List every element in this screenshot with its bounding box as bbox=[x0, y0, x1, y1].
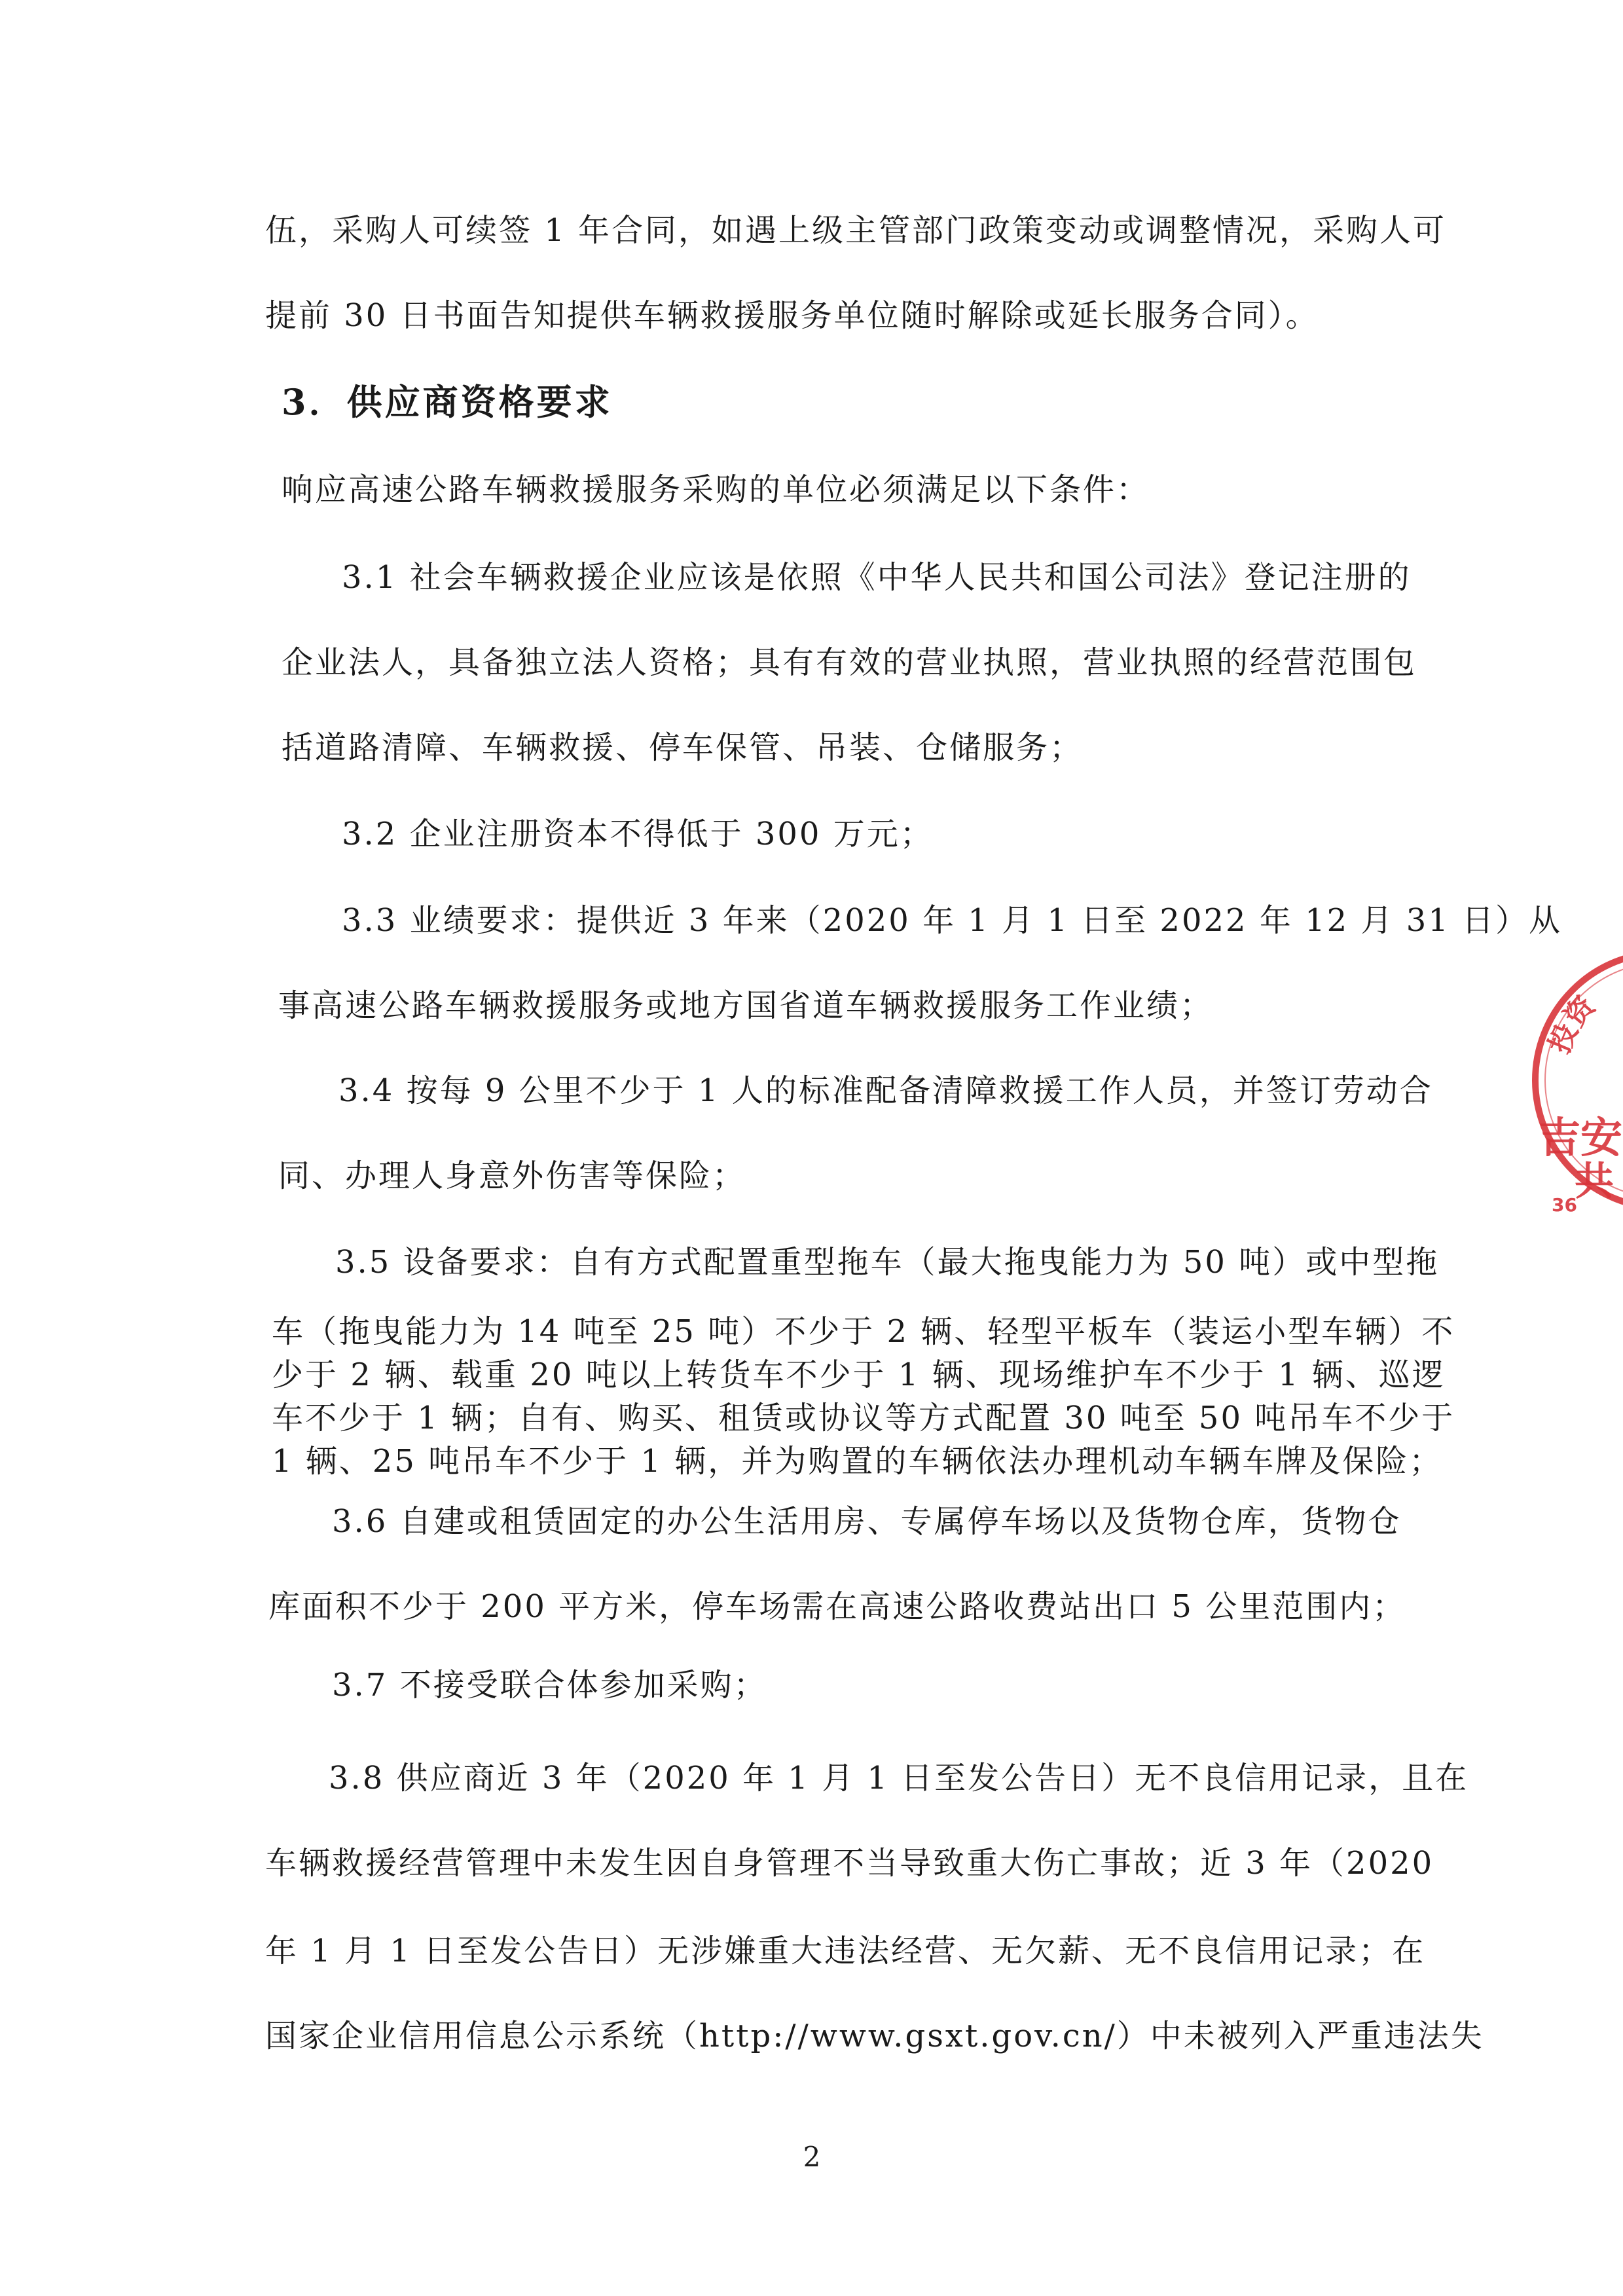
section-heading: 3．供应商资格要求 bbox=[282, 381, 613, 423]
text-line-11: 同、办理人身意外伤害等保险； bbox=[278, 1157, 746, 1194]
seal-arc-text: 投资 bbox=[1542, 989, 1602, 1059]
text-line-3: 响应高速公路车辆救援服务采购的单位必须满足以下条件： bbox=[282, 471, 1150, 508]
seal-code: 36 bbox=[1552, 1194, 1577, 1216]
seal-text-gong: 共 bbox=[1575, 1159, 1614, 1205]
text-line-18: 库面积不少于 200 平方米，停车场需在高速公路收费站出口 5 公里范围内； bbox=[268, 1588, 1406, 1625]
text-line-9: 事高速公路车辆救援服务或地方国省道车辆救援服务工作业绩； bbox=[278, 987, 1214, 1024]
text-line-23: 国家企业信用信息公示系统（http://www.gsxt.gov.cn/）中未被列入严重违法失 bbox=[265, 2018, 1484, 2054]
text-line-6: 括道路清障、车辆救援、停车保管、吊装、仓储服务； bbox=[282, 729, 1084, 766]
text-line-14: 少于 2 辆、载重 20 吨以上转货车不少于 1 辆、现场维护车不少于 1 辆、巡逻 bbox=[272, 1357, 1446, 1393]
text-line-8: 3.3 业绩要求：提供近 3 年来（2020 年 1 月 1 日至 2022 年 12 月 31 日）从 bbox=[342, 902, 1563, 939]
text-line-22: 年 1 月 1 日至发公告日）无涉嫌重大违法经营、无欠薪、无不良信用记录；在 bbox=[265, 1933, 1426, 1969]
text-line-13: 车（拖曳能力为 14 吨至 25 吨）不少于 2 辆、轻型平板车（装运小型车辆）不 bbox=[272, 1313, 1455, 1350]
seal-stamp bbox=[1525, 943, 1623, 1218]
text-line-5: 企业法人，具备独立法人资格；具有有效的营业执照，营业执照的经营范围包 bbox=[282, 644, 1417, 681]
text-line-20: 3.8 供应商近 3 年（2020 年 1 月 1 日至发公告日）无不良信用记录，且在 bbox=[329, 1760, 1469, 1796]
text-line-1: 伍，采购人可续签 1 年合同，如遇上级主管部门政策变动或调整情况，采购人可 bbox=[265, 212, 1447, 249]
text-line-7: 3.2 企业注册资本不得低于 300 万元； bbox=[342, 816, 934, 852]
text-line-10: 3.4 按每 9 公里不少于 1 人的标准配备清障救援工作人员，并签订劳动合 bbox=[338, 1072, 1433, 1109]
text-line-16: 1 辆、25 吨吊车不少于 1 辆，并为购置的车辆依法办理机动车辆车牌及保险； bbox=[272, 1443, 1443, 1480]
page-number: 2 bbox=[803, 2141, 821, 2173]
text-line-4: 3.1 社会车辆救援企业应该是依照《中华人民共和国公司法》登记注册的 bbox=[342, 559, 1412, 596]
text-line-15: 车不少于 1 辆；自有、购买、租赁或协议等方式配置 30 吨至 50 吨吊车不少于 bbox=[272, 1400, 1455, 1436]
text-line-2: 提前 30 日书面告知提供车辆救援服务单位随时解除或延长服务合同）。 bbox=[265, 297, 1319, 334]
text-line-21: 车辆救援经营管理中未发生因自身管理不当导致重大伤亡事故；近 3 年（2020 bbox=[265, 1845, 1434, 1882]
text-line-17: 3.6 自建或租赁固定的办公生活用房、专属停车场以及货物仓库，货物仓 bbox=[332, 1503, 1402, 1540]
text-line-12: 3.5 设备要求：自有方式配置重型拖车（最大拖曳能力为 50 吨）或中型拖 bbox=[335, 1244, 1440, 1281]
seal-text-jian: 吉安 bbox=[1539, 1114, 1622, 1163]
text-line-19: 3.7 不接受联合体参加采购； bbox=[332, 1667, 767, 1704]
